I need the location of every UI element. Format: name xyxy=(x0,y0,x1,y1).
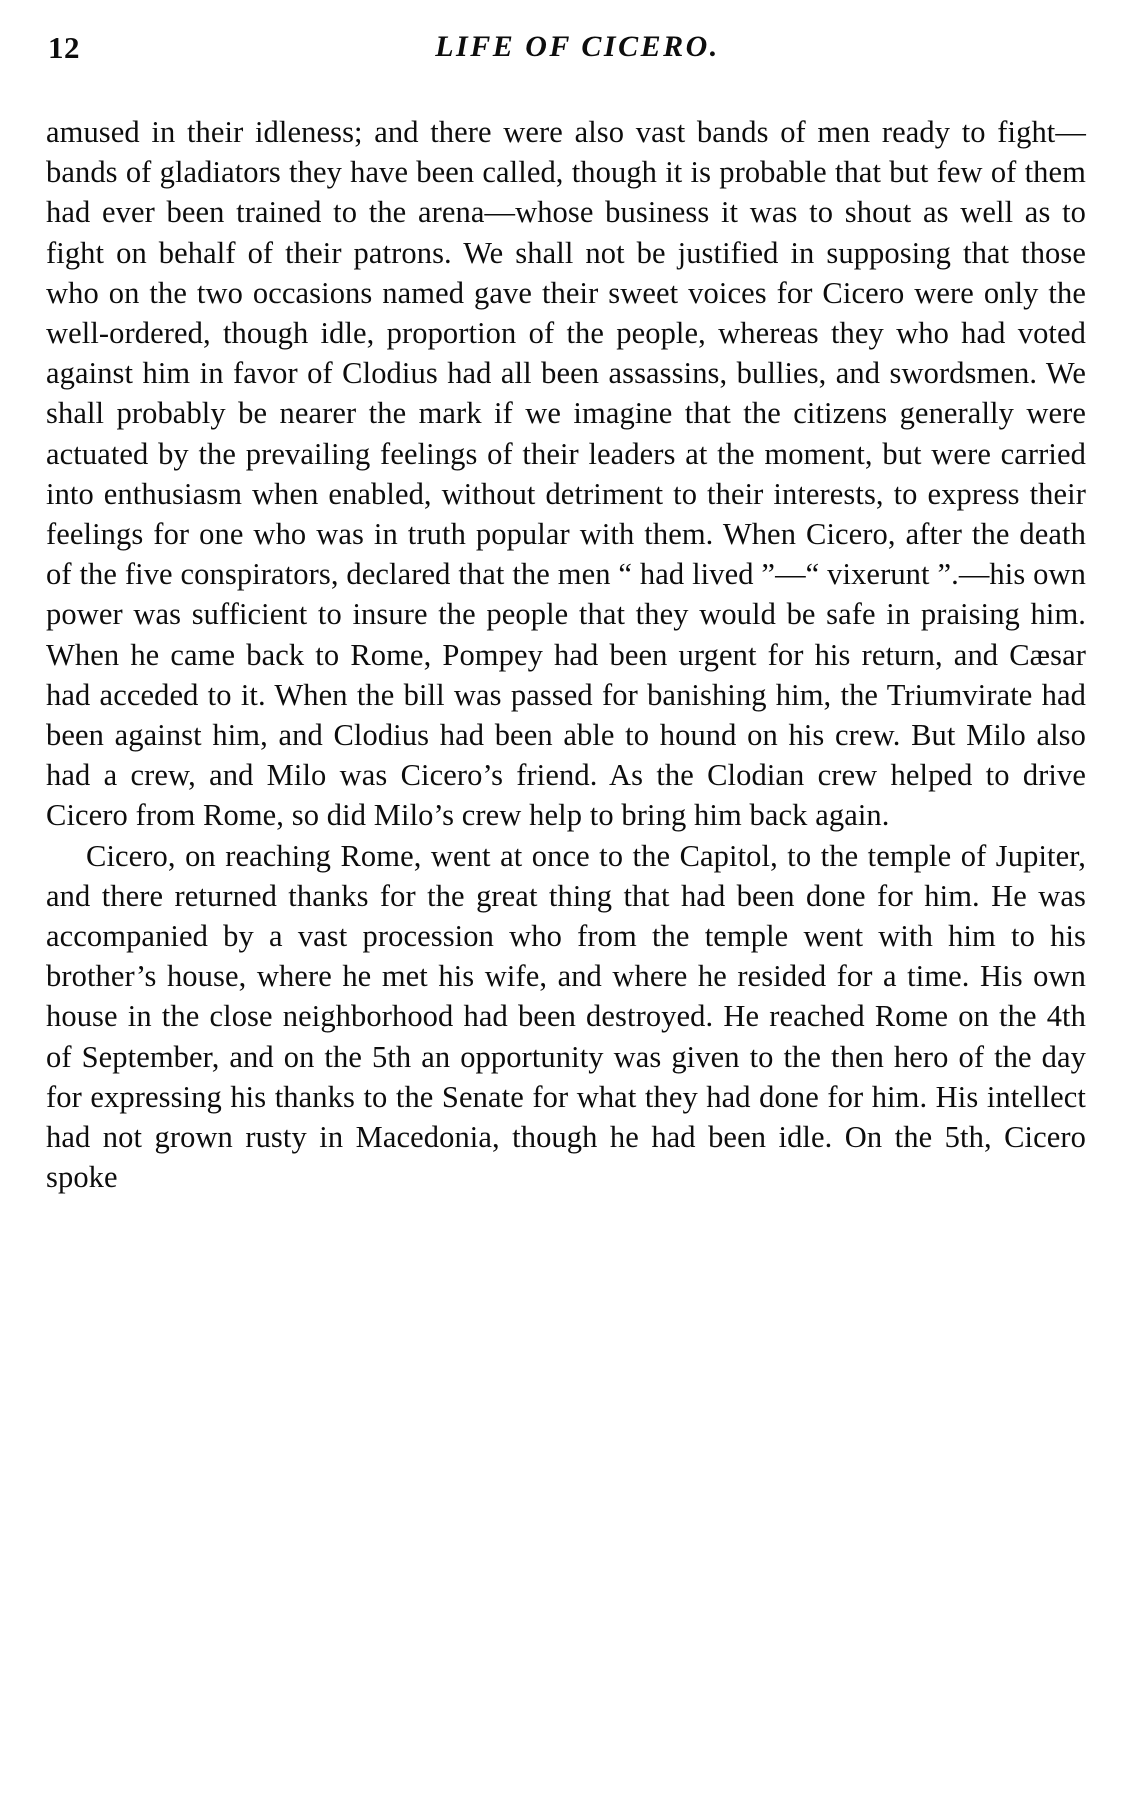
paragraph: amused in their idleness; and there were also vast bands of men ready to fight—bands of gladiators they have been called, though it is probable that but few of them had ever been trained to the arena—whose business it was to shout as well as to fight on behalf of their patrons. We shall not be justified in supposing that those who on the two occasions named gave their sweet voices for Cicero were only the well-ordered, though idle, proportion of the people, whereas they who had voted against him in favor of Clodius had all been assassins, bullies, and swordsmen. We shall probably be nearer the mark if we imagine that the citizens generally were actuated by the prevailing feelings of their leaders at the moment, but were carried into enthusiasm when enabled, without detriment to their interests, to express their feelings for one who was in truth popular with them. When Cicero, after the death of the five conspirators, declared that the men “ had lived ”—“ vixerunt ”.—his own power was sufficient to insure the people that they would be safe in praising him. When he came back to Rome, Pompey had been urgent for his return, and Cæsar had acceded to it. When the bill was passed for banishing him, the Triumvirate had been against him, and Clodius had been able to hound on his crew. But Milo also had a crew, and Milo was Cicero’s friend. As the Clodian crew helped to drive Cicero from Rome, so did Milo’s crew help to bring him back again. xyxy=(46,115,1086,833)
page-body xyxy=(46,112,1086,1197)
paragraph: Cicero, on reaching Rome, went at once to the Capitol, to the temple of Jupiter, and there returned thanks for the great thing that had been done for him. He was accompanied by a vast procession who from the temple went with him to his brother’s house, where he met his wife, and where he resided for a time. His own house in the close neighborhood had been destroyed. He reached Rome on the 4th of September, and on the 5th an opportunity was given to the then hero of the day for expressing his thanks to the Senate for what they had done for him. His intellect had not grown rusty in Macedonia, though he had been idle. On the 5th, Cicero spoke xyxy=(46,838,1086,1195)
page-number: 12 xyxy=(48,30,80,65)
page-header xyxy=(0,0,1135,78)
running-title: LIFE OF CICERO. xyxy=(435,30,720,63)
